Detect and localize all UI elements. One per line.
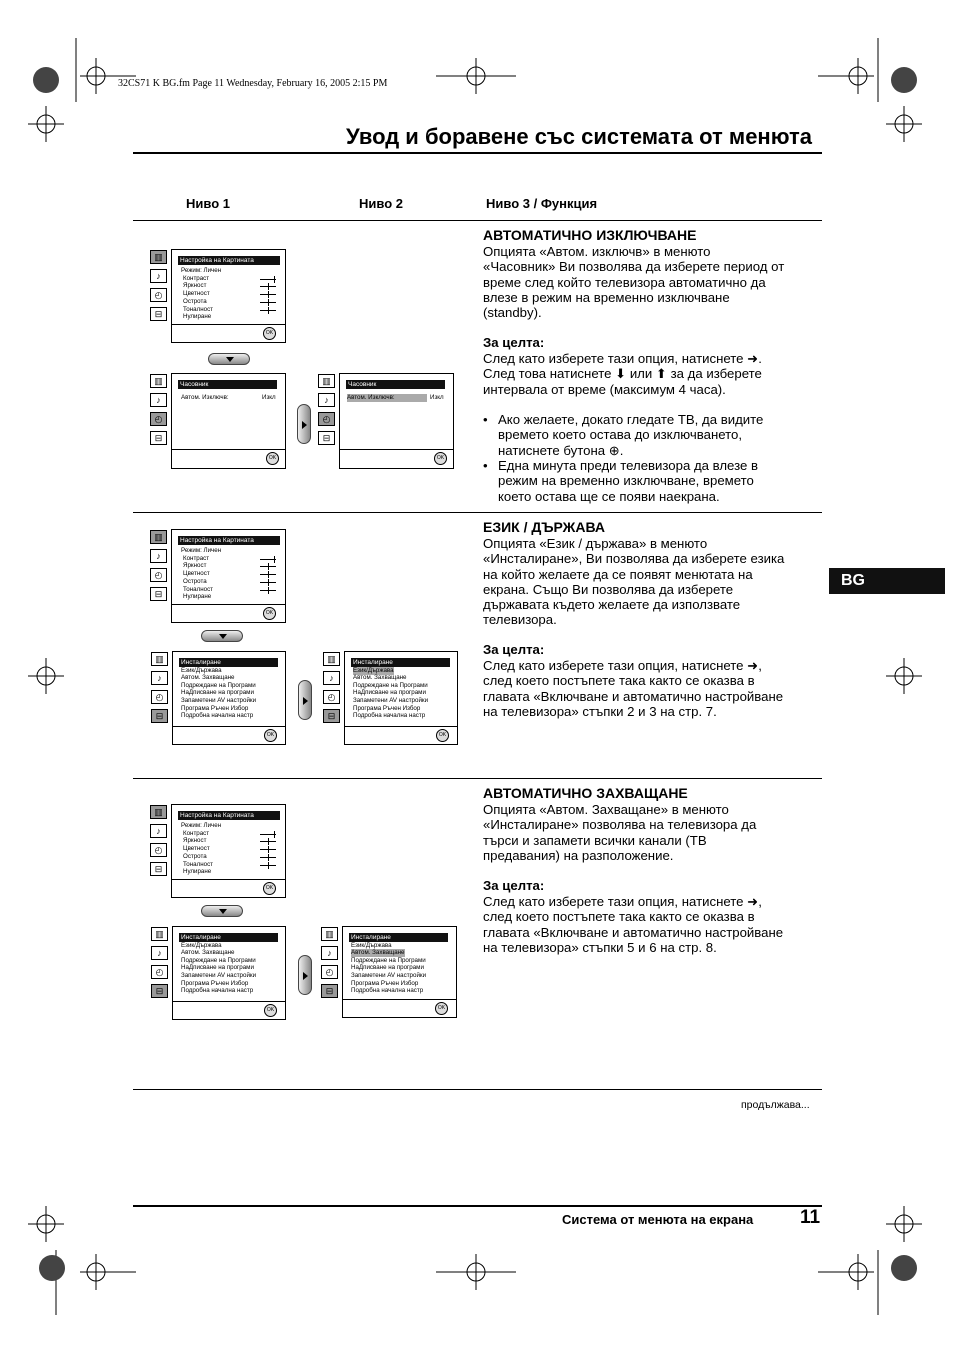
ok-icon: OK [266,452,279,465]
section-text: Опцията «Език / държава» в менюто «Инсталиране», Ви позволява да изберете езика на който желаете да се появят менютата на екрана. Също Ви позволява да изберете държавата където желаете да използвате телевизора. [483,536,785,628]
picture-menu-icon: ▥ [321,927,338,941]
sound-menu-icon: ♪ [151,946,168,960]
bullet-item: Ако желаете, докато гледате ТВ, да видите времето което остава до изключването, натиснете бутона ⊕. [498,412,764,458]
bullet-dot: • [483,412,488,427]
file-info: 32CS71 K BG.fm Page 11 Wednesday, February 16, 2005 2:15 PM [118,78,388,89]
picture-menu-icon: ▥ [318,374,335,388]
ok-icon: OK [436,729,449,742]
install-menu-icon: ⊟ [318,431,335,445]
down-arrow-icon [201,905,243,917]
picture-menu-icon: ▥ [150,530,167,544]
language-tab: BG [829,568,945,594]
sound-menu-icon: ♪ [150,549,167,563]
section-title: АВТОМАТИЧНО ИЗКЛЮЧВАНЕ [483,227,697,243]
ok-icon: OK [263,327,276,340]
sound-menu-icon: ♪ [151,671,168,685]
clock-menu-icon: ◴ [318,412,335,426]
clock-menu-icon: ◴ [321,965,338,979]
clock-menu-icon: ◴ [150,412,167,426]
goal-text: След като изберете тази опция, натиснете ➜. След това натиснете ⬇ или ⬆ за да изберете интервала от време (максимум 4 часа). [483,351,762,397]
clock-menu-icon: ◴ [151,690,168,704]
install-menu-screen: Инсталиране Език/Държава Автом. Захващане Подреждане на Програми НаДписване на програми Запаметени AV настройки Програма Ръчен Избор Подробна начална настр OK [172,926,286,1020]
sound-menu-icon: ♪ [150,824,167,838]
picture-menu-icon: ▥ [151,927,168,941]
divider [133,512,822,513]
picture-menu-screen: Настройка на Картината Режим: Личен Контраст Яркност Цветност Острота Тоналност Нулиране OK [171,249,286,343]
continued-note: продължава... [741,1099,810,1111]
level-3-label: Ниво 3 / Функция [486,196,598,211]
title-rule [133,152,822,154]
ok-icon: OK [434,452,447,465]
install-menu-screen: Инсталиране Език/Държава Автом. Захващане Подреждане на Програми НаДписване на програми Запаметени AV настройки Програма Ръчен Избор Подробна начална настр OK [172,651,286,745]
picture-menu-icon: ▥ [150,805,167,819]
install-menu-screen: Инсталиране Език/Държава Автом. Захващане Подреждане на Програми НаДписване на програми Запаметени AV настройки Програма Ръчен Избор Подробна начална настр OK [344,651,458,745]
install-menu-icon: ⊟ [151,709,168,723]
picture-menu-screen: Настройка на Картината Режим: Личен Контраст Яркност Цветност Острота Тоналност Нулиране OK [171,529,286,623]
ok-icon: OK [264,1004,277,1017]
install-menu-icon: ⊟ [321,984,338,998]
picture-menu-icon: ▥ [150,374,167,388]
clock-menu-icon: ◴ [323,690,340,704]
footer-rule [133,1205,822,1207]
page-number: 11 [800,1207,821,1228]
ok-icon: OK [435,1002,448,1015]
install-menu-icon: ⊟ [150,431,167,445]
bullet-item: Една минута преди телевизора да влезе в режим на временно изключване, времето което остава ще се появи наекрана. [498,458,759,504]
down-arrow-icon [208,353,250,365]
goal-label: За целта: [483,335,545,350]
ok-icon: OK [264,729,277,742]
section-text: Опцията «Автом. изключв» в менюто «Часовник» Ви позволява да изберете период от време след който телевизора автоматично да влезе в режим на временно изключване (standby). [483,244,785,321]
divider [133,220,822,221]
goal-text: След като изберете тази опция, натиснете ➜, след което постъпете така както се оказва в главата «Включване и автоматично настройване на телевизора» стъпки 2 и 3 на стр. 7. [483,658,784,719]
goal-text: След като изберете тази опция, натиснете ➜, след което постъпете така както се оказва в главата «Включване и автоматично настройване на телевизора» стъпки 5 и 6 на стр. 8. [483,894,784,955]
sound-menu-icon: ♪ [318,393,335,407]
clock-menu-screen: Часовник Автом. Изключв: Изкл OK [171,373,286,469]
clock-menu-screen: Часовник Автом. Изключв: Изкл OK [339,373,454,469]
ok-icon: OK [263,882,276,895]
install-menu-icon: ⊟ [150,307,167,321]
sound-menu-icon: ♪ [150,393,167,407]
footer-section: Система от менюта на екрана [562,1212,754,1227]
sound-menu-icon: ♪ [150,269,167,283]
sound-menu-icon: ♪ [323,671,340,685]
ok-icon: OK [263,607,276,620]
install-menu-icon: ⊟ [150,587,167,601]
clock-menu-icon: ◴ [150,843,167,857]
install-menu-icon: ⊟ [323,709,340,723]
install-menu-icon: ⊟ [151,984,168,998]
page-title: Увод и боравене със системата от менюта [346,124,812,149]
picture-menu-icon: ▥ [323,652,340,666]
clock-menu-icon: ◴ [150,288,167,302]
divider [133,778,822,779]
right-arrow-icon [297,404,311,444]
divider [133,1089,822,1090]
bullet-dot: • [483,458,488,473]
section-title: ЕЗИК / ДЪРЖАВА [483,519,605,535]
picture-menu-icon: ▥ [151,652,168,666]
goal-label: За целта: [483,642,545,657]
install-menu-icon: ⊟ [150,862,167,876]
clock-menu-icon: ◴ [150,568,167,582]
section-text: Опцията «Автом. Захващане» в менюто «Инсталиране» позволява на телевизора да търси и запамети всички канали (ТВ предавания) на разположение. [483,802,757,863]
picture-menu-screen: Настройка на Картината Режим: Личен Контраст Яркност Цветност Острота Тоналност Нулиране OK [171,804,286,898]
level-2-label: Ниво 2 [359,196,403,211]
install-menu-screen: Инсталиране Език/Държава Автом. Захващане Подреждане на Програми НаДписване на програми Запаметени AV настройки Програма Ръчен Избор Подробна начална настр OK [342,926,457,1018]
clock-menu-icon: ◴ [151,965,168,979]
down-arrow-icon [201,630,243,642]
sound-menu-icon: ♪ [321,946,338,960]
level-1-label: Ниво 1 [186,196,230,211]
right-arrow-icon [298,680,312,720]
goal-label: За целта: [483,878,545,893]
section-title: АВТОМАТИЧНО ЗАХВАЩАНЕ [483,785,688,801]
right-arrow-icon [298,955,312,995]
picture-menu-icon: ▥ [150,250,167,264]
